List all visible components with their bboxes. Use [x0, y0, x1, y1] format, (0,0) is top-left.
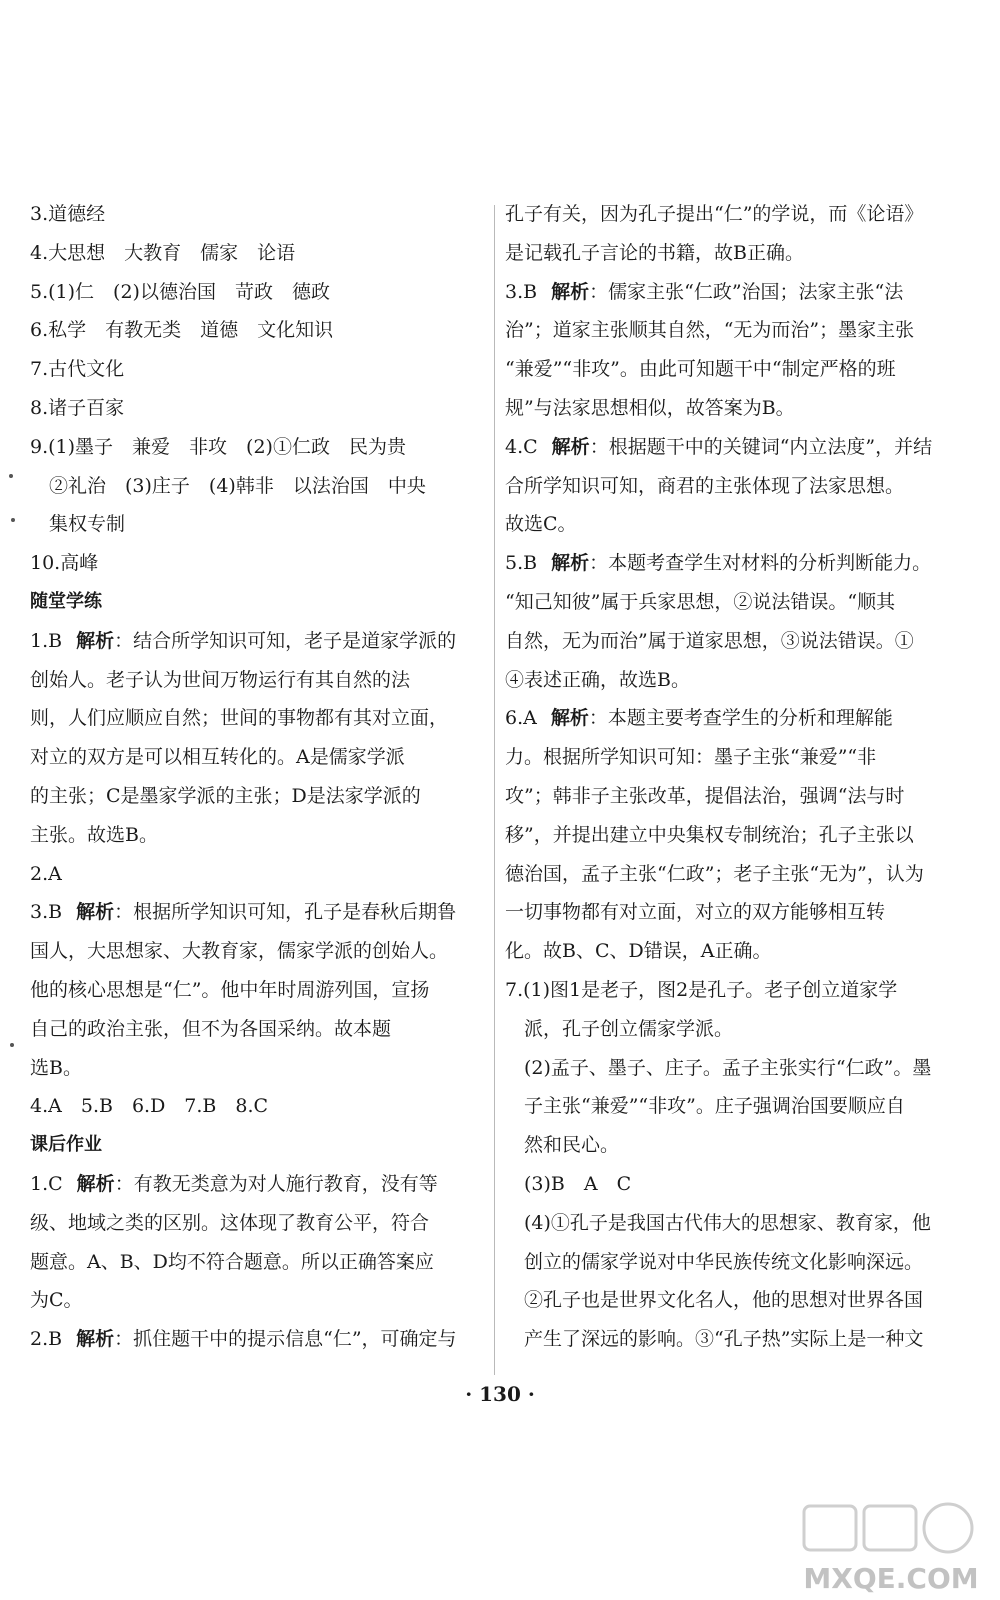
line-text: 5.(1)仁 (2)以德治国 苛政 德政 [30, 280, 330, 303]
line-text: ④表述正确，故选B。 [505, 668, 690, 691]
answer-line [30, 932, 485, 971]
answer-line [505, 932, 967, 971]
answer-line [30, 467, 485, 506]
answer-line [505, 350, 967, 389]
line-text: ：抓住题干中的提示信息“仁”，可确定与 [114, 1328, 457, 1351]
line-text: 3.道德经 [30, 203, 106, 225]
line-text: 级、地域之类的区别。这体现了教育公平，符合 [30, 1211, 430, 1234]
line-text: 随堂学练 [30, 590, 102, 612]
answer-line [505, 622, 967, 661]
analysis-label: 解析 [551, 552, 590, 575]
answer-line [30, 234, 485, 273]
answer-line [30, 505, 485, 544]
answer-line [505, 1165, 967, 1204]
answer-line [505, 195, 967, 234]
line-text: 主张。故选B。 [30, 823, 158, 846]
line-text: 派，孔子创立儒家学派。 [505, 1017, 734, 1040]
line-text: 攻”；韩非子主张改革，提倡法治，强调“法与时 [505, 784, 905, 807]
analysis-label: 解析 [551, 435, 590, 458]
line-text: 创始人。老子认为世间万物运行有其自然的法 [30, 668, 411, 691]
answer-line [505, 893, 967, 932]
answer-line [30, 389, 485, 428]
answer-line [505, 544, 967, 583]
answer-line [505, 855, 967, 894]
line-text: 8.诸子百家 [30, 396, 125, 419]
answer-line [505, 428, 967, 467]
line-text: (4)①孔子是我国古代伟大的思想家、教育家，他 [505, 1211, 931, 1234]
question-answer: 2.B [30, 1328, 63, 1351]
analysis-label: 解析 [550, 707, 589, 730]
answer-line [30, 1281, 485, 1320]
answer-line [30, 816, 485, 855]
line-text: ②礼治 (3)庄子 (4)韩非 以法治国 中央 [30, 474, 426, 497]
scan-dot [11, 518, 15, 522]
line-text: ：有教无类意为对人施行教育，没有等 [114, 1172, 438, 1195]
line-text: 治”；道家主张顺其自然，“无为而治”；墨家主张 [505, 319, 915, 342]
analysis-label: 解析 [76, 1172, 115, 1195]
line-text: ②孔子也是世界文化名人，他的思想对世界各国 [505, 1289, 924, 1312]
answer-line [30, 273, 485, 312]
line-text: 4.A 5.B 6.D 7.B 8.C [30, 1095, 269, 1118]
answer-line [30, 1320, 485, 1359]
line-text: 然和民心。 [505, 1134, 620, 1157]
question-answer: 1.C [30, 1172, 63, 1195]
answer-line [505, 1010, 967, 1049]
line-text: 10.高峰 [30, 552, 99, 575]
answer-line [30, 1204, 485, 1243]
line-text: 德治国，孟子主张“仁政”；老子主张“无为”，认为 [505, 862, 924, 885]
line-text: (2)孟子、墨子、庄子。孟子主张实行“仁政”。墨 [505, 1056, 932, 1079]
answer-line [505, 699, 967, 738]
line-text: 题意。A、B、D均不符合题意。所以正确答案应 [30, 1250, 434, 1273]
line-text: 化。故B、C、D错误，A正确。 [505, 940, 772, 963]
line-text: 子主张“兼爱”“非攻”。庄子强调治国要顺应自 [505, 1095, 905, 1118]
answer-line [30, 1165, 485, 1204]
line-text: 自己的政治主张，但不为各国采纳。故本题 [30, 1017, 392, 1040]
left-column [30, 195, 485, 1359]
answer-line [30, 738, 485, 777]
line-text: 则，人们应顺应自然；世间的事物都有其对立面， [30, 707, 449, 730]
answer-line [505, 777, 967, 816]
analysis-label: 解析 [76, 1328, 115, 1351]
answer-line [30, 350, 485, 389]
line-text: 他的核心思想是“仁”。他中年时周游列国，宣扬 [30, 978, 430, 1001]
line-text: 国人，大思想家、大教育家，儒家学派的创始人。 [30, 940, 449, 963]
answer-line [30, 428, 485, 467]
line-text: “知己知彼”属于兵家思想，②说法错误。“顺其 [505, 590, 896, 613]
scan-dot [9, 474, 13, 478]
answer-line [30, 971, 485, 1010]
line-text: 的主张；C是墨家学派的主张；D是法家学派的 [30, 784, 421, 807]
answer-line [30, 1010, 485, 1049]
line-text: 选B。 [30, 1056, 82, 1079]
line-text: 是记载孔子言论的书籍，故B正确。 [505, 241, 804, 264]
line-text: 故选C。 [505, 513, 577, 536]
line-text: “兼爱”“非攻”。由此可知题干中“制定严格的班 [505, 358, 896, 381]
answer-line [505, 1281, 967, 1320]
question-answer: 3.B [30, 901, 63, 924]
analysis-label: 解析 [551, 280, 590, 303]
answer-line [505, 1320, 967, 1359]
analysis-label: 解析 [76, 629, 115, 652]
answer-line [505, 816, 967, 855]
page-number: · 130 · [465, 1382, 535, 1406]
answer-line [505, 311, 967, 350]
question-answer: 6.A [505, 707, 537, 730]
answer-line [30, 1087, 485, 1126]
answer-line [505, 234, 967, 273]
line-text: 2.A [30, 862, 62, 885]
answer-line [30, 195, 485, 234]
answer-line [30, 893, 485, 932]
line-text: 一切事物都有对立面，对立的双方能够相互转 [505, 901, 886, 924]
line-text: 对立的双方是可以相互转化的。A是儒家学派 [30, 746, 405, 769]
answer-line [30, 1243, 485, 1282]
answer-line [30, 544, 485, 583]
answer-line [30, 1049, 485, 1088]
question-answer: 3.B [505, 280, 538, 303]
question-answer: 5.B [505, 552, 538, 575]
question-answer: 4.C [505, 435, 538, 458]
answer-line [505, 738, 967, 777]
answer-line [30, 622, 485, 661]
answer-line [505, 971, 967, 1010]
line-text: 创立的儒家学说对中华民族传统文化影响深远。 [505, 1250, 924, 1273]
line-text: 7.(1)图1是老子，图2是孔子。老子创立道家学 [505, 978, 898, 1001]
line-text: 力。根据所学知识可知：墨子主张“兼爱”“非 [505, 746, 877, 769]
line-text: 6.私学 有教无类 道德 文化知识 [30, 319, 334, 342]
line-text: ：本题考查学生对材料的分析判断能力。 [589, 552, 932, 575]
answer-line [30, 311, 485, 350]
answer-line [505, 661, 967, 700]
analysis-label: 解析 [76, 901, 115, 924]
line-text: 集权专制 [30, 513, 126, 536]
answer-line [505, 583, 967, 622]
line-text: 规”与法家思想相似，故答案为B。 [505, 396, 795, 419]
scan-dot [10, 1043, 14, 1047]
watermark-text: MXQE.COM [803, 1562, 979, 1595]
line-text: 孔子有关，因为孔子提出“仁”的学说，而《论语》 [505, 203, 924, 225]
answer-line [30, 661, 485, 700]
line-text: ：结合所学知识可知，老子是道家学派的 [114, 629, 457, 652]
line-text: 为C。 [30, 1289, 83, 1312]
line-text: 移”，并提出建立中央集权专制统治；孔子主张以 [505, 823, 914, 846]
line-text: ：根据所学知识可知，孔子是春秋后期鲁 [114, 901, 457, 924]
answer-line [505, 1243, 967, 1282]
line-text: 7.古代文化 [30, 358, 125, 381]
line-text: 4.大思想 大教育 儒家 论语 [30, 241, 296, 264]
answer-line [30, 777, 485, 816]
answer-line [505, 389, 967, 428]
answer-line [505, 273, 967, 312]
line-text: ：根据题干中的关键词“内立法度”，并结 [589, 435, 933, 458]
answer-line [30, 699, 485, 738]
right-column [505, 195, 967, 1359]
answer-line [30, 855, 485, 894]
answer-line [505, 467, 967, 506]
section-heading [30, 1126, 485, 1165]
answer-line [505, 1126, 967, 1165]
line-text: 自然，无为而治”属于道家思想，③说法错误。① [505, 629, 914, 652]
answer-line [505, 1087, 967, 1126]
question-answer: 1.B [30, 629, 63, 652]
line-text: ：本题主要考查学生的分析和理解能 [588, 707, 893, 730]
answer-line [505, 1049, 967, 1088]
line-text: (3)B A C [505, 1172, 632, 1195]
answer-line [505, 1204, 967, 1243]
watermark-logo [796, 1500, 986, 1600]
line-text: 产生了深远的影响。③“孔子热”实际上是一种文 [505, 1328, 924, 1351]
section-heading [30, 583, 485, 622]
answer-line [505, 505, 967, 544]
line-text: 9.(1)墨子 兼爱 非攻 (2)①仁政 民为贵 [30, 435, 406, 458]
line-text: ：儒家主张“仁政”治国；法家主张“法 [589, 280, 904, 303]
column-divider [494, 205, 495, 1375]
line-text: 课后作业 [30, 1134, 102, 1156]
line-text: 合所学知识可知，商君的主张体现了法家思想。 [505, 474, 905, 497]
